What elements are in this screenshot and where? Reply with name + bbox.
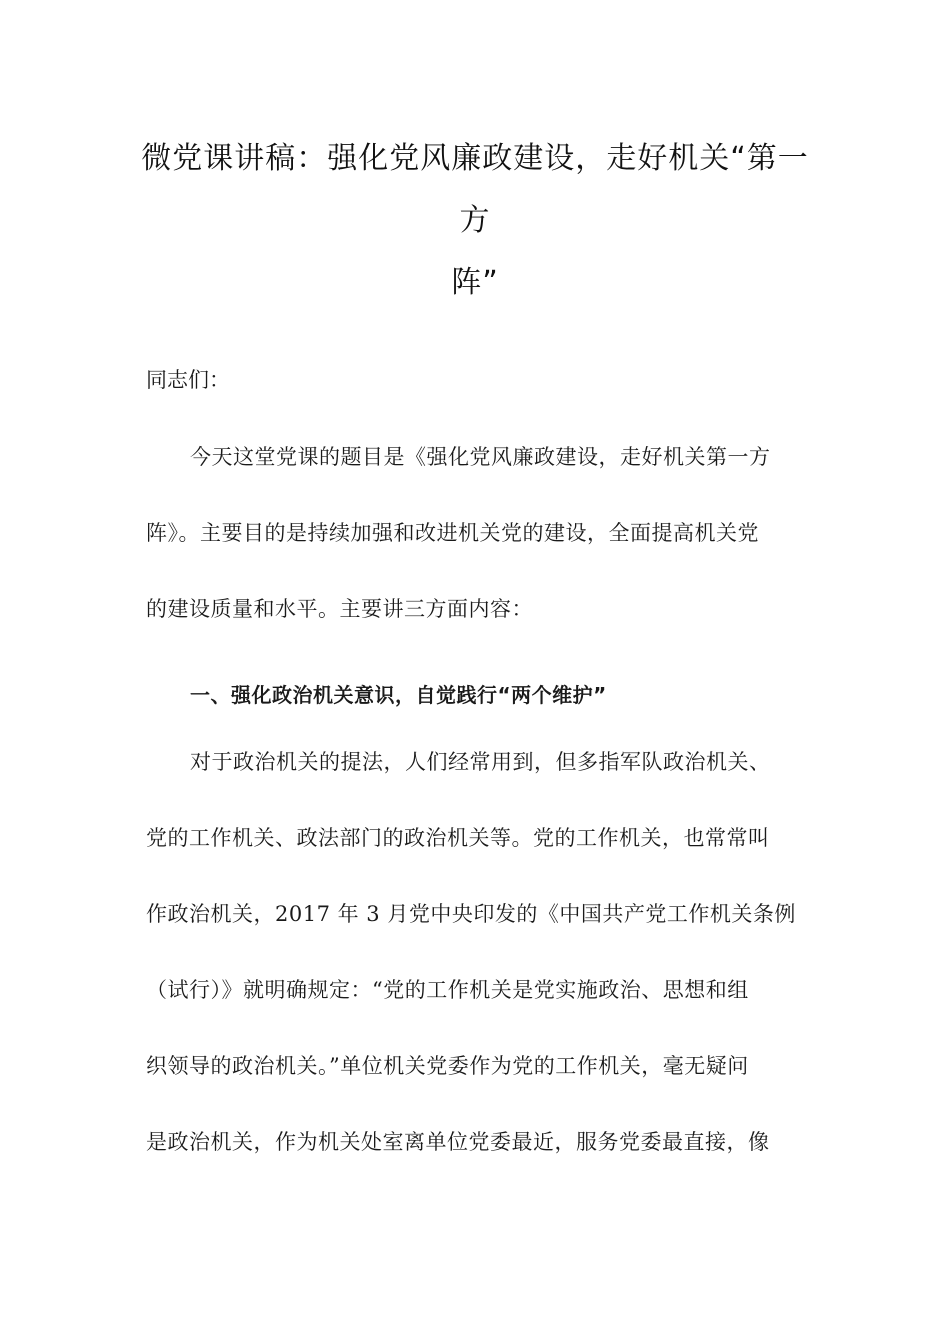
paragraph-line: 党的工作机关、政法部门的政治机关等。党的工作机关，也常常叫 [146,826,770,850]
title-line-2: 阵” [451,265,499,300]
body-paragraph [146,744,806,1200]
paragraph-line: 是政治机关，作为机关处室离单位党委最近，服务党委最直接，像 [146,1130,770,1154]
salutation: 同志们： [146,368,230,392]
paragraph-line: 今天这堂党课的题目是《强化党风廉政建设，走好机关第一方 [190,445,771,469]
paragraph-line: 织领导的政治机关。”单位机关党委作为党的工作机关，毫无疑问 [146,1054,749,1078]
paragraph-line: 阵》。主要目的是持续加强和改进机关党的建设，全面提高机关党 [146,521,759,545]
paragraph-line: 对于政治机关的提法，人们经常用到，但多指军队政治机关、 [190,750,771,774]
title-line-1: 微党课讲稿：强化党风廉政建设，走好机关“第一方 [141,141,809,238]
section-heading-1: 一、强化政治机关意识，自觉践行“两个维护” [190,683,607,707]
document-title [130,128,820,314]
paragraph-line: 作政治机关，2017 年 3 月党中央印发的《中国共产党工作机关条例 [146,902,796,926]
intro-paragraph [146,439,806,667]
paragraph-line: 的建设质量和水平。主要讲三方面内容： [146,597,533,621]
paragraph-line: （试行）》就明确规定：“党的工作机关是党实施政治、思想和组 [146,978,749,1002]
